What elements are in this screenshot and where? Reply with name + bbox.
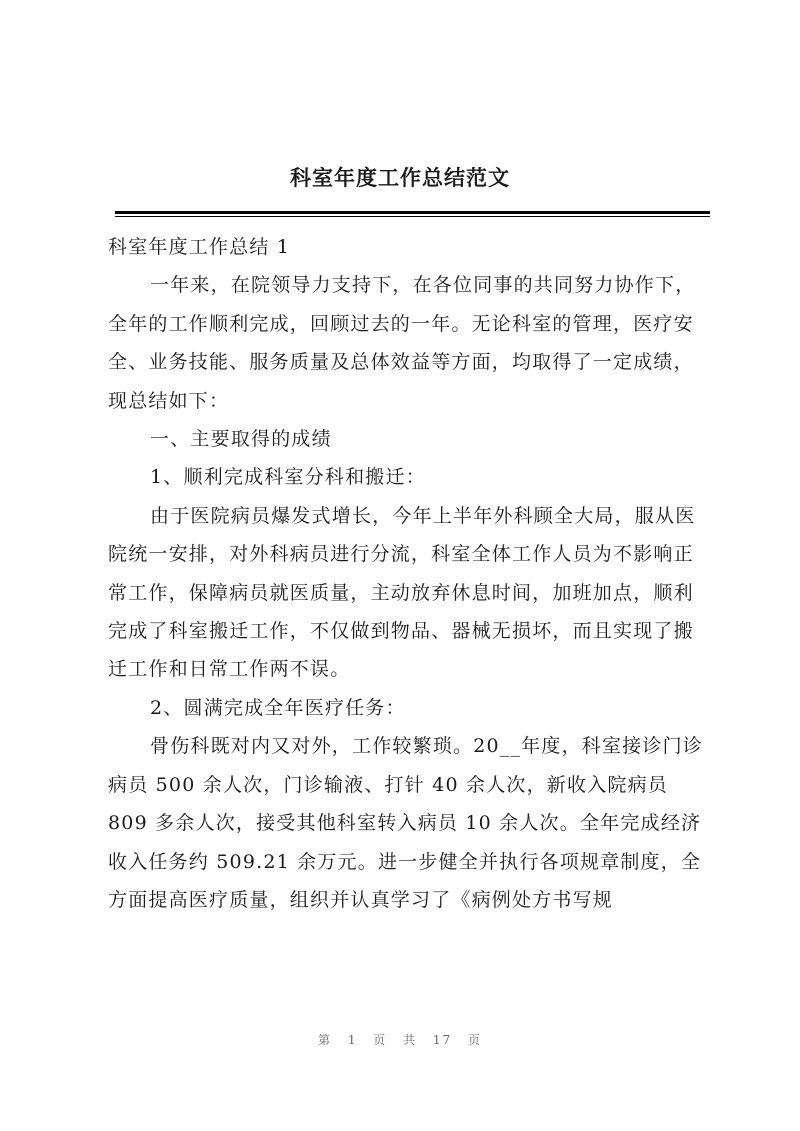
page-title: 科室年度工作总结范文 — [290, 165, 510, 190]
paragraph-relocation: 由于医院病员爆发式增长，今年上半年外科顾全大局，服从医院统一安排，对外科病员进行分流，科室全体工作人员为不影响正常工作，保障病员就医质量，主动放弃休息时间，加班加点，顺利完成了科室搬迁工作，不仅做到物品、器械无损坏，而且实现了搬迁工作和日常工作两不误。 — [108, 504, 696, 681]
title-divider-thin — [115, 216, 710, 217]
paragraph-tasks: 骨伤科既对内又对外，工作较繁琐。20__年度，科室接诊门诊病员 500 余人次，门诊输液、打针 40 余人次，新收入院病员 809 多余人次，接受其他科室转入病员 10 余人次。全年完成经济收入任务约 509.21 余万元。进一步健全并执行各项规章制度，全方面提高医疗质量，组织并认真学习了《病例处方书写规 — [108, 735, 703, 911]
paragraph-intro: 一年来，在院领导力支持下，在各位同事的共同努力协作下，全年的工作顺利完成，回顾过去的一年。无论科室的管理，医疗安全、业务技能、服务质量及总体效益等方面，均取得了一定成绩，现总结如下： — [108, 274, 696, 412]
subheading-tasks: 2、圆满完成全年医疗任务： — [150, 696, 406, 719]
heading-achievements: 一、主要取得的成绩 — [150, 428, 332, 451]
title-divider — [115, 211, 710, 214]
document-body — [108, 228, 713, 919]
subheading-relocation: 1、顺利完成科室分科和搬迁： — [150, 466, 426, 489]
page-footer: 第 1 页 共 17 页 — [318, 1033, 482, 1047]
section-heading: 科室年度工作总结 1 — [108, 236, 291, 258]
